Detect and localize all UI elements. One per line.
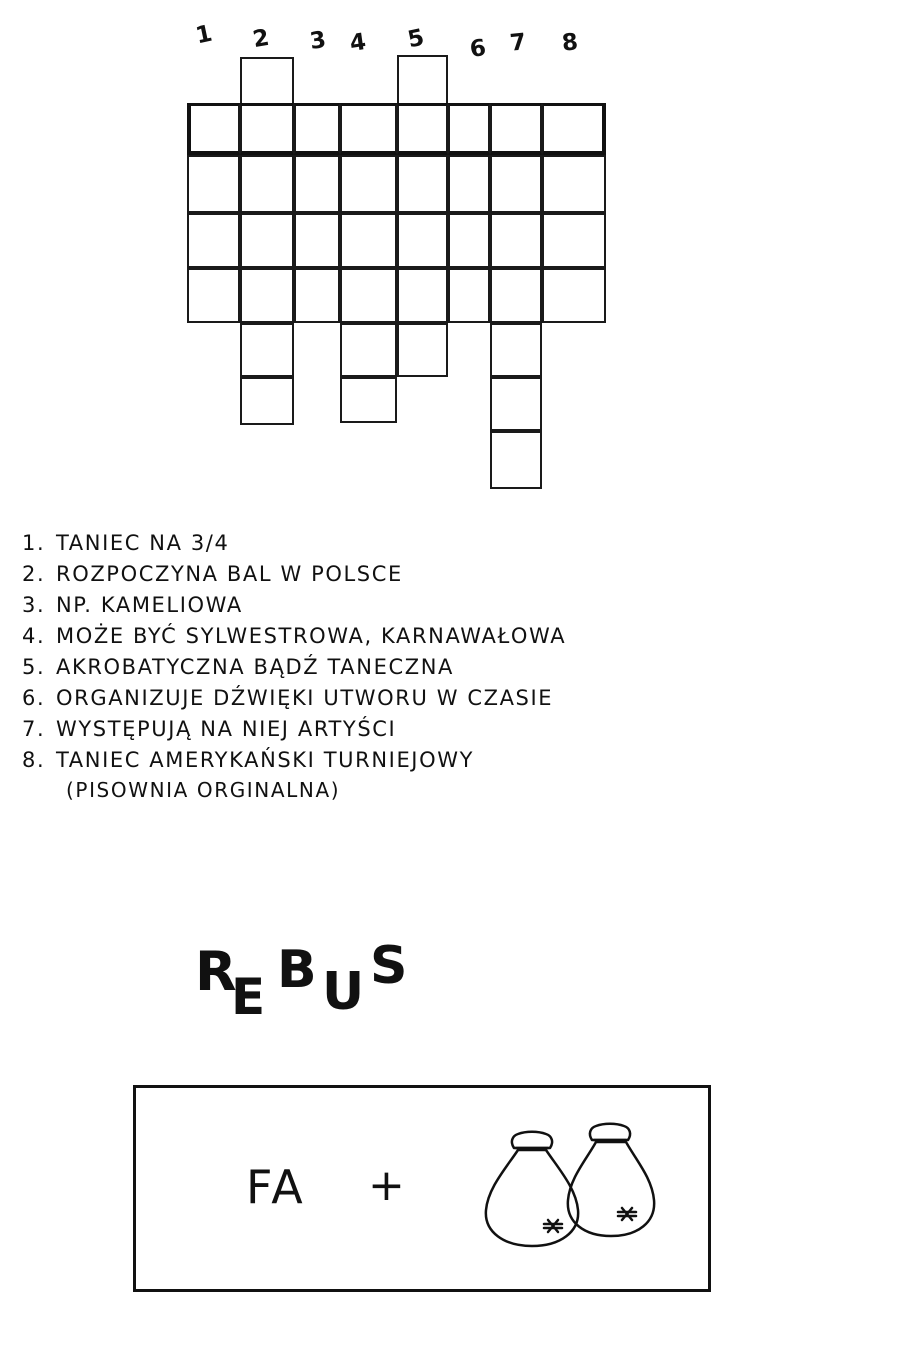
crossword-cell[interactable]: [340, 323, 397, 377]
crossword-cell[interactable]: [542, 213, 606, 268]
crossword-cell[interactable]: [294, 155, 340, 213]
clue-number: 3.: [22, 593, 46, 617]
column-number-8: 8: [560, 29, 580, 57]
crossword-cell[interactable]: [490, 268, 542, 323]
clue-number: 6.: [22, 686, 46, 710]
crossword-cell[interactable]: [397, 268, 448, 323]
crossword-cell-highlight[interactable]: [294, 103, 340, 155]
rebus-letter-e: E: [231, 968, 266, 1026]
clue-item: [22, 714, 892, 745]
crossword-cell[interactable]: [542, 268, 606, 323]
crossword-cell[interactable]: [490, 213, 542, 268]
clue-number: 5.: [22, 655, 46, 679]
crossword-cell-highlight[interactable]: [187, 103, 240, 155]
clue-text: TANIEC AMERYKAŃSKI TURNIEJOWY: [56, 748, 475, 772]
crossword-cell[interactable]: [448, 268, 490, 323]
crossword-cell[interactable]: [187, 155, 240, 213]
crossword-cell[interactable]: [397, 213, 448, 268]
crossword-cell[interactable]: [397, 55, 448, 105]
crossword-cell[interactable]: [240, 155, 294, 213]
clue-item: [22, 683, 892, 714]
rebus-letter-s: S: [370, 936, 408, 996]
clue-item: [22, 745, 892, 776]
clue-item: [22, 621, 892, 652]
crossword-cell[interactable]: [294, 268, 340, 323]
column-number-3: 3: [308, 27, 328, 55]
clue-number: 7.: [22, 717, 46, 741]
clue-item: [22, 590, 892, 621]
crossword-cell[interactable]: [240, 57, 294, 105]
crossword-cell-highlight[interactable]: [448, 103, 490, 155]
crossword-cell[interactable]: [490, 377, 542, 431]
crossword-cell-highlight[interactable]: [240, 103, 294, 155]
crossword-grid: [0, 0, 902, 510]
clue-text: AKROBATYCZNA BĄDŹ TANECZNA: [56, 655, 454, 679]
crossword-cell[interactable]: [490, 323, 542, 377]
clue-number: 8.: [22, 748, 46, 772]
crossword-cell[interactable]: [490, 155, 542, 213]
clue-item: [22, 528, 892, 559]
clue-text: TANIEC NA 3/4: [56, 531, 230, 555]
rebus-letter-b: B: [277, 940, 317, 1000]
crossword-cell-highlight[interactable]: [542, 103, 606, 155]
crossword-cell[interactable]: [340, 268, 397, 323]
clue-number: 4.: [22, 624, 46, 648]
crossword-cell[interactable]: [187, 213, 240, 268]
column-number-2: 2: [250, 24, 272, 54]
column-number-4: 4: [348, 29, 368, 57]
column-number-5: 5: [405, 24, 427, 54]
crossword-cell[interactable]: [542, 155, 606, 213]
crossword-cell[interactable]: [294, 213, 340, 268]
column-number-1: 1: [193, 20, 215, 50]
clue-list: [22, 528, 892, 804]
crossword-cell[interactable]: [448, 155, 490, 213]
clue-text: ROZPOCZYNA BAL W POLSCE: [56, 562, 403, 586]
crossword-cell[interactable]: [240, 377, 294, 425]
clue-text: MOŻE BYĆ SYLWESTROWA, KARNAWAŁOWA: [56, 624, 567, 648]
clue-number: 2.: [22, 562, 46, 586]
money-bags-icon: [466, 1116, 686, 1266]
crossword-cell[interactable]: [397, 155, 448, 213]
rebus-letter-r: R: [195, 940, 237, 1003]
clue-text: WYSTĘPUJĄ NA NIEJ ARTYŚCI: [56, 717, 397, 741]
crossword-cell[interactable]: [448, 213, 490, 268]
rebus-title: [195, 936, 515, 1030]
crossword-cell[interactable]: [187, 268, 240, 323]
clue-text: NP. KAMELIOWA: [56, 593, 243, 617]
crossword-cell[interactable]: [340, 155, 397, 213]
rebus-box: [133, 1085, 711, 1292]
crossword-cell[interactable]: [240, 268, 294, 323]
crossword-cell[interactable]: [340, 213, 397, 268]
clue-item: [22, 652, 892, 683]
clue-text: ORGANIZUJE DŹWIĘKI UTWORU W CZASIE: [56, 686, 554, 710]
rebus-left-text: FA: [246, 1160, 306, 1214]
rebus-operator: +: [368, 1160, 405, 1211]
clue-item: [22, 559, 892, 590]
crossword-cell-highlight[interactable]: [340, 103, 397, 155]
column-number-7: 7: [508, 29, 528, 57]
column-number-6: 6: [468, 35, 488, 63]
clue-note: (PISOWNIA ORGINALNA): [66, 778, 341, 802]
crossword-cell[interactable]: [240, 323, 294, 377]
crossword-cell[interactable]: [240, 213, 294, 268]
rebus-letter-u: U: [322, 962, 365, 1022]
crossword-cell-highlight[interactable]: [490, 103, 542, 155]
crossword-cell[interactable]: [490, 431, 542, 489]
crossword-cell-highlight[interactable]: [397, 103, 448, 155]
crossword-cell[interactable]: [340, 377, 397, 423]
clue-number: 1.: [22, 531, 46, 555]
crossword-cell[interactable]: [397, 323, 448, 377]
